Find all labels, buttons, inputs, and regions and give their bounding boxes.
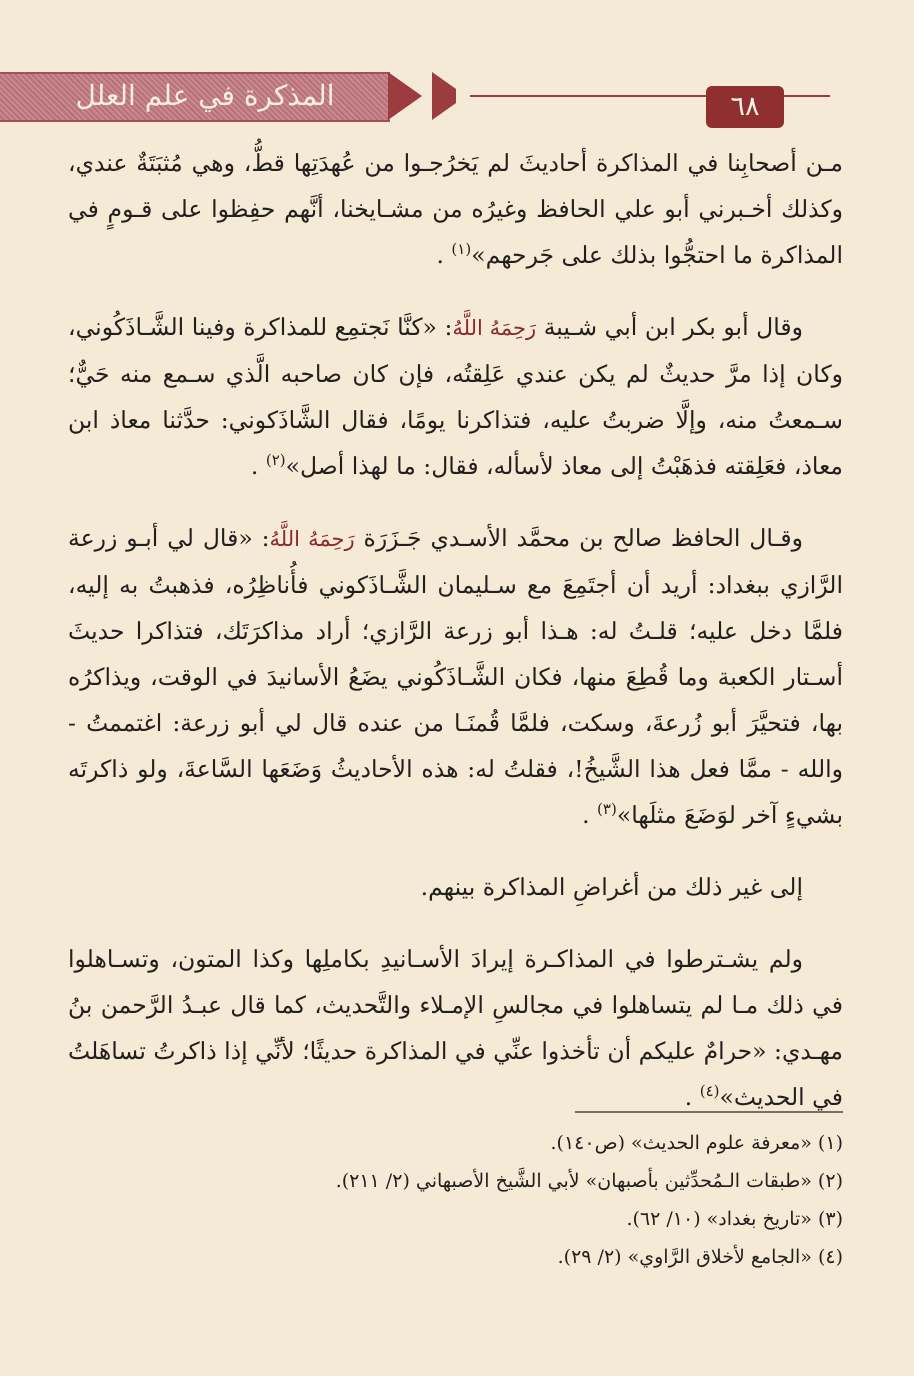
paragraph-5-end: . xyxy=(684,1083,693,1111)
footnote-2: (٢) «طبقات الـمُحدِّثين بأصبهان» لأبي الشَّيخ الأصبهاني (٢/ ٢١١). xyxy=(335,1170,843,1192)
footnote-separator xyxy=(575,1111,843,1113)
paragraph-2: وقال أبو بكر ابن أبي شـيبة رَحِمَهُ اللَّهُ: «كنَّا نَجتمِع للمذاكرة وفينا الشَّـاذَكُوني، وكان إذا مرَّ حديثٌ لم يكن عندي عَلِقتُه، فإن كان صاحبه الَّذي سـمع منه حَيٌّ؛ سـمعتُ منه، وإلَّا ضربتُ عليه، فتذاكرنا يومًا، فقال الشَّاذَكوني: حدَّثنا معاذ ابن معاذ، فعَلِقته فذهَبْتُ إلى معاذ لأسأله، فقال: ما لهذا أصل»$^{(٢)}$ . xyxy=(68,313,843,480)
paragraph-5 xyxy=(68,936,843,1120)
footnote-ref-4: (٤) xyxy=(699,1082,720,1101)
paragraph-3-intro: وقـال الحافظ صالح بن محمَّد الأسـدي جَـزَرَة xyxy=(363,524,803,552)
footnotes-list xyxy=(68,1124,843,1276)
running-header-title: المذكرة في علم العلل xyxy=(75,79,335,112)
paragraph-1-text: مـن أصحابِنا في المذاكرة أحاديثَ لم يَخرُجـوا من عُهدَتِها قطُّ، وهي مُثبَتَةٌ عندي، وكذلك أخـبرني أبو علي الحافظ وغيرُه من مشـايخنا، أنَّهم حفِظوا على قـومٍ في المذاكرة ما احتجُّوا بذلك على جَرحهم» xyxy=(68,149,843,269)
paragraph-2-quote: : «كنَّا نَجتمِع للمذاكرة وفينا الشَّـاذَكُوني، وكان إذا مرَّ حديثٌ لم يكن عندي عَلِقتُه، فإن كان صاحبه الَّذي سـمع منه حَيٌّ؛ سـمعتُ منه، وإلَّا ضربتُ عليه، فتذاكرنا يومًا، فقال الشَّاذَكوني: حدَّثنا معاذ ابن معاذ، فعَلِقته فذهَبْتُ إلى معاذ لأسأله، فقال: ما لهذا أصل» xyxy=(68,313,843,480)
footnote-1: (١) «معرفة علوم الحديث» (ص١٤٠). xyxy=(550,1132,843,1154)
chevron-decoration-icon xyxy=(388,72,422,120)
footnote-4: (٤) «الجامع لأخلاق الرَّاوي» (٢/ ٢٩). xyxy=(557,1246,843,1268)
footnote-3: (٣) «تاريخ بغداد» (١٠/ ٦٢). xyxy=(626,1208,843,1230)
paragraph-3: وقـال الحافظ صالح بن محمَّد الأسـدي جَـزَرَة رَحِمَهُ اللَّهُ: «قال لي أبـو زرعة الرَّازي ببغداد: أريد أن أجتَمِعَ مع سـليمان الشَّـاذَكوني فأُناظِرُه، فذهبتُ به إليه، فلمَّا دخل عليه؛ قلـتُ له: هـذا أبو زرعة الرَّازي؛ أراد مذاكرَتَك، فتذاكرا حديثَ أسـتار الكعبة وما قُطِعَ منها، فكان الشَّـاذَكُوني يضَعُ الأسانيدَ في الوقت، ويذاكرُه بها، فتحيَّرَ أبو زُرعةَ، وسكت، فلمَّا قُمنَـا من عنده قال لي أبو زرعة: اغتممتُ - والله - ممَّا فعل هذا الشَّيخُ!، فقلتُ له: هذه الأحاديثُ وَضَعَها السَّاعةَ، ولو ذاكرتَه بشيءٍ آخر لوَضَعَ مثلَها»$^{(٣)}$ . xyxy=(68,524,843,829)
paragraph-4: إلى غير ذلك من أغراضِ المذاكرة بينهم. xyxy=(420,873,803,901)
paragraph-1: مـن أصحابِنا في المذاكرة أحاديثَ لم يَخرُجـوا من عُهدَتِها قطُّ، وهي مُثبَتَةٌ عندي، وكذلك أخـبرني أبو علي الحافظ وغيرُه من مشـايخنا، أنَّهم حفِظوا على قـومٍ في المذاكرة ما احتجُّوا بذلك على جَرحهم»$^{(١)}$ . xyxy=(68,149,843,269)
honorific-phrase: رَحِمَهُ اللَّهُ xyxy=(269,527,355,551)
footnote-ref-2: (٢) xyxy=(265,451,286,470)
honorific-phrase: رَحِمَهُ اللَّهُ xyxy=(452,316,537,340)
paragraph-2-intro: وقال أبو بكر ابن أبي شـيبة xyxy=(543,313,803,341)
paragraph-3-quote: : «قال لي أبـو زرعة الرَّازي ببغداد: أريد أن أجتَمِعَ مع سـليمان الشَّـاذَكوني فأُناظِرُه، فذهبتُ به إليه، فلمَّا دخل عليه؛ قلـتُ له: هـذا أبو زرعة الرَّازي؛ أراد مذاكرَتَك، فتذاكرا حديثَ أسـتار الكعبة وما قُطِعَ منها، فكان الشَّـاذَكُوني يضَعُ الأسانيدَ في الوقت، ويذاكرُه بها، فتحيَّرَ أبو زُرعةَ، وسكت، فلمَّا قُمنَـا من عنده قال لي أبو زرعة: اغتممتُ - والله - ممَّا فعل هذا الشَّيخُ!، فقلتُ له: هذه الأحاديثُ وَضَعَها السَّاعةَ، ولو ذاكرتَه بشيءٍ آخر لوَضَعَ مثلَها» xyxy=(68,524,843,829)
footnote-ref-3: (٣) xyxy=(597,800,617,819)
main-text xyxy=(68,140,843,1120)
paragraph-5-text: ولم يشـترطوا في المذاكـرة إيرادَ الأسـانيدِ بكاملِها وكذا المتون، وتسـاهلوا في ذلك مـا لم يتساهلوا في مجالسِ الإمـلاء والتَّحديث، كما قال عبـدُ الرَّحمن بنُ مهـدي: «حرامٌ عليكم أن تأخذوا عنِّي في المذاكرة حديثًا؛ لأنِّي إذا ذاكرتُ تساهَلتُ في الحديث» xyxy=(68,945,843,1111)
footnote-ref-1: (١) xyxy=(451,240,472,259)
page-number: ٦٨ xyxy=(706,86,784,128)
